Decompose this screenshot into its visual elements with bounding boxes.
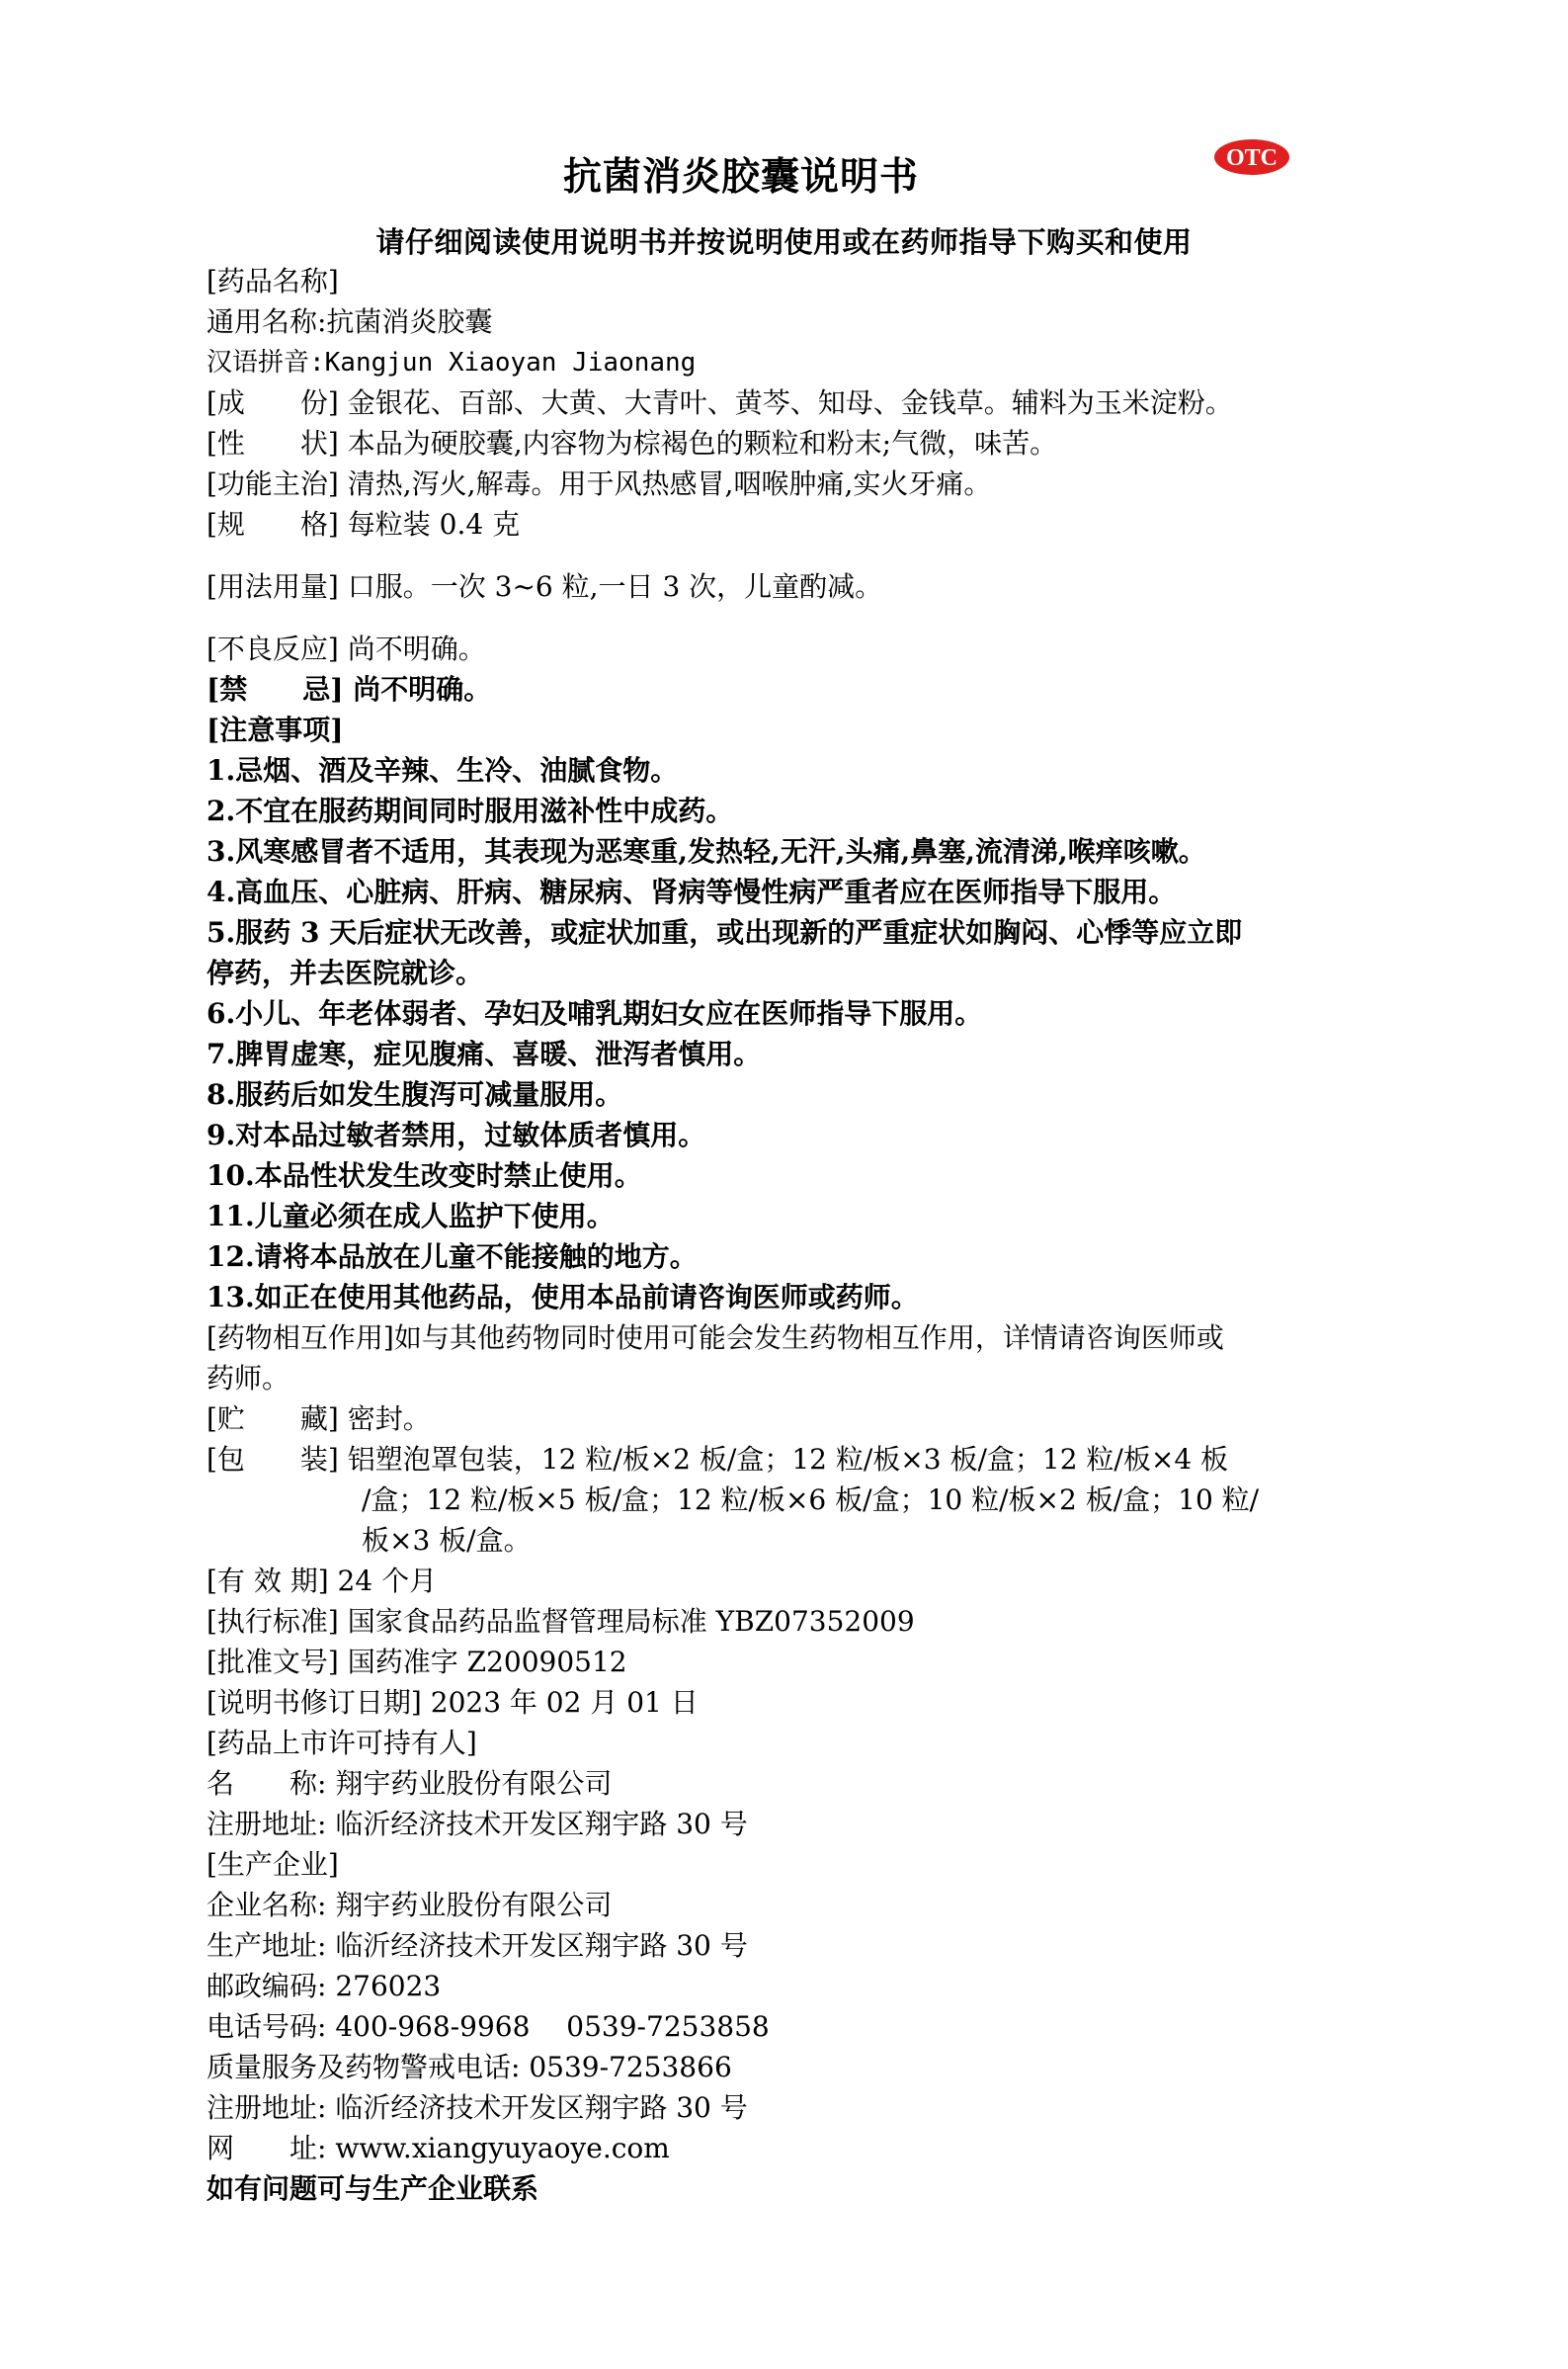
manufacturer-name: 企业名称: 翔宇药业股份有限公司 xyxy=(206,1889,613,1921)
indications: [功能主治] 清热,泻火,解毒。用于风热感冒,咽喉肿痛,实火牙痛。 xyxy=(206,467,992,500)
standard: [执行标准] 国家食品药品监督管理局标准 YBZ07352009 xyxy=(206,1605,915,1638)
precaution-item: 5.服药 3 天后症状无改善，或症状加重，或出现新的严重症状如胸闷、心悸等应立即 xyxy=(206,916,1243,949)
generic-name: 通用名称:抗菌消炎胶囊 xyxy=(206,305,493,338)
section-drug-name: [药品名称] xyxy=(206,265,339,297)
precaution-item: 8.服药后如发生腹泻可减量服用。 xyxy=(206,1078,623,1111)
phone-numbers: 电话号码: 400-968-9968 0539-7253858 xyxy=(206,2010,770,2043)
drug-interactions: [药物相互作用]如与其他药物同时使用可能会发生药物相互作用，详情请咨询医师或 xyxy=(206,1321,1224,1354)
document-title: 抗菌消炎胶囊说明书 xyxy=(562,154,919,200)
precaution-item-continued: 停药，并去医院就诊。 xyxy=(206,957,484,989)
adverse-reactions: [不良反应] 尚不明确。 xyxy=(206,633,486,665)
precaution-item: 1.忌烟、酒及辛辣、生冷、油腻食物。 xyxy=(206,754,679,787)
precaution-item: 3.风寒感冒者不适用，其表现为恶寒重,发热轻,无汗,头痛,鼻塞,流清涕,喉痒咳嗽。 xyxy=(206,835,1206,868)
section-license-holder: [药品上市许可持有人] xyxy=(206,1727,477,1759)
ingredients: [成 份] 金银花、百部、大黄、大青叶、黄芩、知母、金钱草。辅料为玉米淀粉。 xyxy=(206,386,1233,419)
precaution-item: 13.如正在使用其他药品，使用本品前请咨询医师或药师。 xyxy=(206,1281,919,1313)
packaging: [包 装] 铝塑泡罩包装，12 粒/板×2 板/盒；12 粒/板×3 板/盒；12 粒/板×4 板 xyxy=(206,1443,1229,1476)
precaution-item: 2.不宜在服药期间同时服用滋补性中成药。 xyxy=(206,795,734,827)
section-manufacturer: [生产企业] xyxy=(206,1848,339,1881)
precaution-item: 12.请将本品放在儿童不能接触的地方。 xyxy=(206,1240,698,1273)
revision-date: [说明书修订日期] 2023 年 02 月 01 日 xyxy=(206,1686,699,1719)
contact-notice: 如有问题可与生产企业联系 xyxy=(206,2172,539,2205)
storage: [贮 藏] 密封。 xyxy=(206,1402,431,1435)
postal-code: 邮政编码: 276023 xyxy=(206,1970,442,2002)
otc-badge-label: OTC xyxy=(1225,145,1279,171)
pinyin-name: 汉语拼音:Kangjun Xiaoyan Jiaonang xyxy=(206,348,697,378)
precaution-item: 6.小儿、年老体弱者、孕妇及哺乳期妇女应在医师指导下服用。 xyxy=(206,997,983,1030)
dosage: [用法用量] 口服。一次 3~6 粒,一日 3 次，儿童酌减。 xyxy=(206,570,883,603)
packaging-continued: 板×3 板/盒。 xyxy=(362,1524,532,1557)
approval-number: [批准文号] 国药准字 Z20090512 xyxy=(206,1646,627,1678)
website: 网 址: www.xiangyuyaoye.com xyxy=(206,2132,670,2164)
precaution-item: 4.高血压、心脏病、肝病、糖尿病、肾病等慢性病严重者应在医师指导下服用。 xyxy=(206,876,1177,908)
reading-notice: 请仔细阅读使用说明书并按说明使用或在药师指导下购买和使用 xyxy=(375,225,1193,259)
packaging-continued: /盒；12 粒/板×5 板/盒；12 粒/板×6 板/盒；10 粒/板×2 板/盒；10 粒/ xyxy=(362,1483,1260,1516)
contraindications: [禁 忌] 尚不明确。 xyxy=(206,673,492,706)
precaution-item: 11.儿童必须在成人监护下使用。 xyxy=(206,1200,615,1232)
holder-name: 名 称: 翔宇药业股份有限公司 xyxy=(206,1767,613,1800)
drug-interactions-continued: 药师。 xyxy=(206,1362,290,1395)
quality-service-phone: 质量服务及药物警戒电话: 0539-7253866 xyxy=(206,2051,732,2083)
specification: [规 格] 每粒装 0.4 克 xyxy=(206,508,521,541)
validity-period: [有 效 期] 24 个月 xyxy=(206,1565,438,1597)
precaution-item: 9.对本品过敏者禁用，过敏体质者慎用。 xyxy=(206,1119,706,1151)
appearance: [性 状] 本品为硬胶囊,内容物为棕褐色的颗粒和粉末;气微，味苦。 xyxy=(206,427,1058,460)
precaution-item: 10.本品性状发生改变时禁止使用。 xyxy=(206,1159,642,1192)
holder-address: 注册地址: 临沂经济技术开发区翔宇路 30 号 xyxy=(206,1808,748,1840)
precaution-item: 7.脾胃虚寒，症见腹痛、喜暖、泄泻者慎用。 xyxy=(206,1038,762,1070)
section-precautions: [注意事项] xyxy=(206,714,344,746)
registered-address: 注册地址: 临沂经济技术开发区翔宇路 30 号 xyxy=(206,2091,748,2124)
otc-badge xyxy=(1213,138,1290,176)
manufacturer-address: 生产地址: 临沂经济技术开发区翔宇路 30 号 xyxy=(206,1929,748,1962)
